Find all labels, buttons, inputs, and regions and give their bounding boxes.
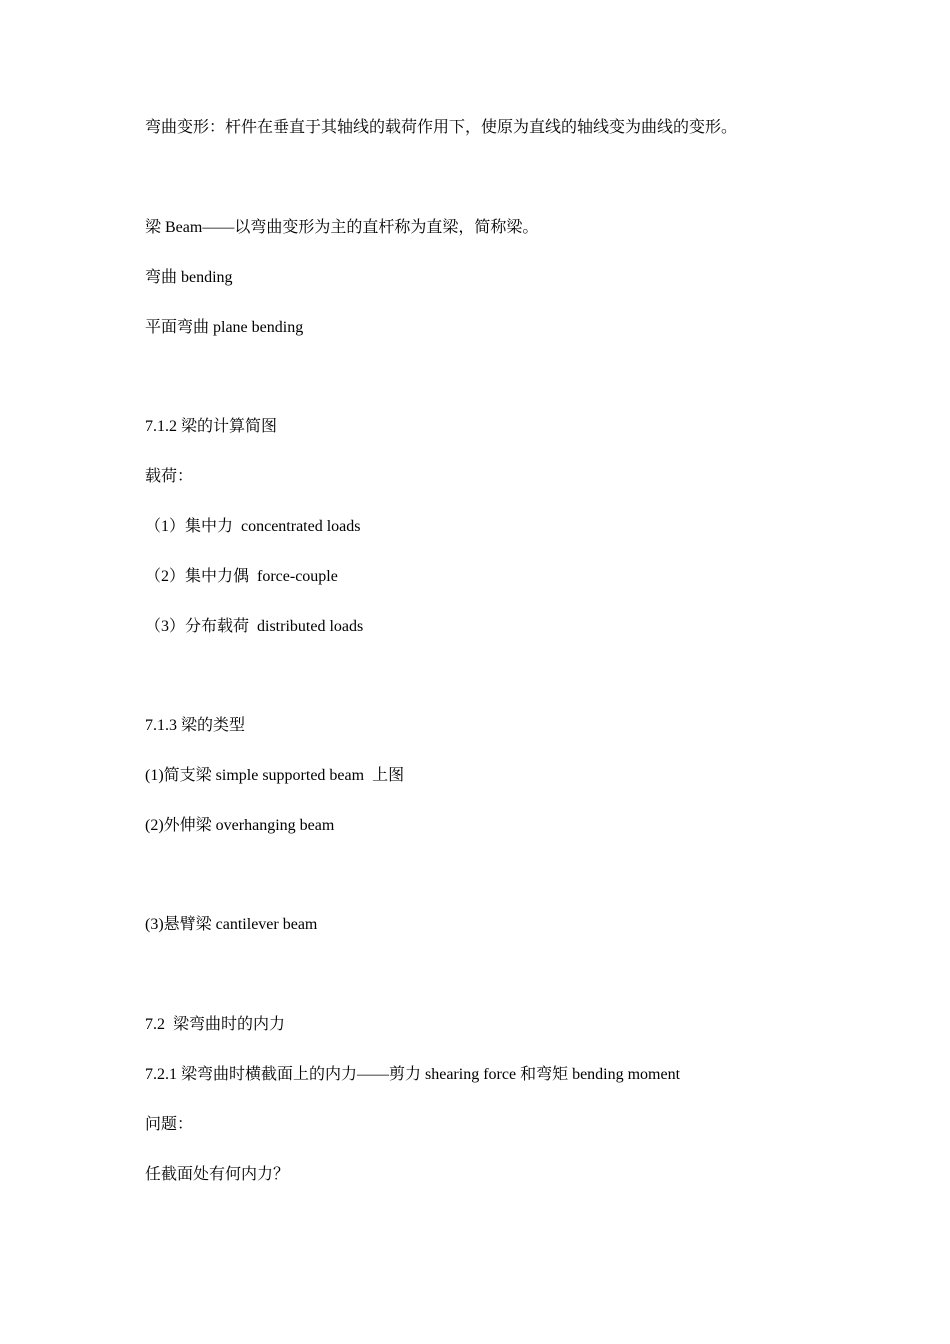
section-heading-7-2-1: 7.2.1 梁弯曲时横截面上的内力——剪力 shearing force 和弯矩 bending moment: [145, 1066, 681, 1083]
bending-deformation-definition: 弯曲变形：杆件在垂直于其轴线的载荷作用下，使原为直线的轴线变为曲线的变形。: [145, 119, 738, 136]
beam-type-cantilever: (3)悬臂梁 cantilever beam: [145, 916, 318, 933]
beam-definition: 梁 Beam——以弯曲变形为主的直杆称为直梁，简称梁。: [145, 219, 539, 236]
section-heading-7-1-2: 7.1.2 梁的计算简图: [145, 418, 278, 435]
question-label: 问题：: [145, 1116, 194, 1133]
load-item-concentrated: （1）集中力 concentrated loads: [145, 518, 361, 535]
loads-label: 载荷：: [145, 468, 194, 485]
question-text: 任截面处有何内力？: [145, 1166, 290, 1183]
section-heading-7-2: 7.2 梁弯曲时的内力: [145, 1016, 286, 1033]
beam-type-overhanging: (2)外伸梁 overhanging beam: [145, 817, 335, 834]
term-bending: 弯曲 bending: [145, 269, 233, 286]
beam-type-simple-supported: (1)简支梁 simple supported beam 上图: [145, 767, 405, 784]
load-item-force-couple: （2）集中力偶 force-couple: [145, 568, 338, 585]
load-item-distributed: （3）分布载荷 distributed loads: [145, 618, 364, 635]
term-plane-bending: 平面弯曲 plane bending: [145, 319, 304, 336]
section-heading-7-1-3: 7.1.3 梁的类型: [145, 717, 246, 734]
